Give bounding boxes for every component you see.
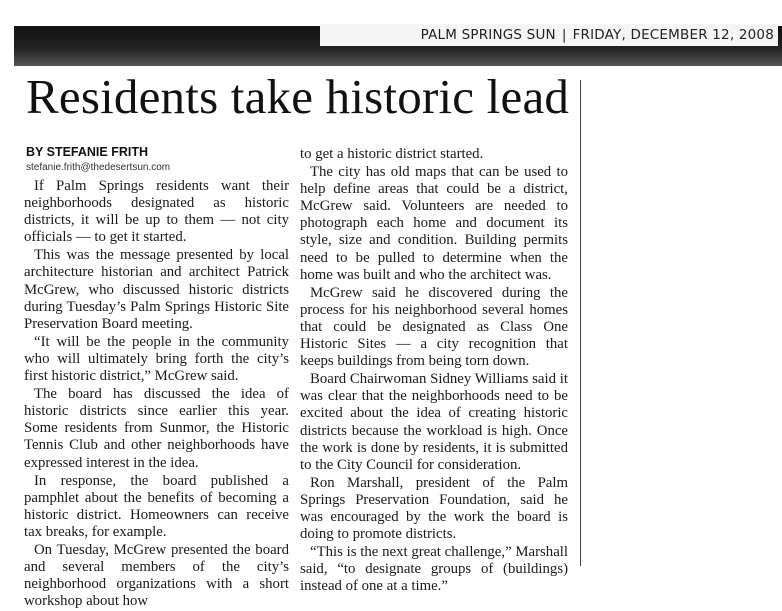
paragraph: On Tuesday, McGrew presented the board and several members of the city’s neighborhood organizations with a short workshop about how <box>24 541 289 610</box>
paragraph: The board has discussed the idea of historic districts since earlier this year. Some residents from Sunmor, the Historic Tennis Club and other neighborhoods have expressed interest in the idea. <box>24 386 289 471</box>
masthead <box>320 24 778 46</box>
byline-email: stefanie.frith@thedesertsun.com <box>26 162 171 173</box>
paper-name: PALM SPRINGS SUN <box>420 27 556 43</box>
masthead-separator: | <box>561 27 567 43</box>
article-column-1 <box>24 178 289 611</box>
paragraph: Ron Marshall, president of the Palm Springs Preservation Foundation, said he was encouraged by the work the board is doing to promote districts. <box>300 474 568 543</box>
article-column-2 <box>300 146 568 596</box>
paragraph: The city has old maps that can be used to help define areas that could be a district, McGrew said. Volunteers are needed to photograph each home and document its style, size and condition. Building permits need to be pulled to determine when the home was built and who the architect was. <box>300 164 568 283</box>
paragraph: If Palm Springs residents want their neighborhoods designated as historic districts, it will be up to them — not city officials — to get it started. <box>24 178 289 246</box>
paragraph: This was the message presented by local architecture historian and architect Patrick McGrew, who discussed historic districts during Tuesday’s Palm Springs Historic Site Preservation Board meeting. <box>24 247 289 332</box>
paragraph: to get a historic district started. <box>300 146 484 162</box>
paragraph: “This is the next great challenge,” Marshall said, “to designate groups of (buildings) instead of one at a time.” <box>300 544 568 595</box>
headline: Residents take historic lead <box>26 69 570 124</box>
paragraph: Board Chairwoman Sidney Williams said it was clear that the neighborhoods need to be excited about the idea of creating historic districts because the workload is high. Once the work is done by residents, it is submitted to the City Council for consideration. <box>300 371 568 473</box>
byline-author: BY STEFANIE FRITH <box>26 145 149 159</box>
issue-date: FRIDAY, DECEMBER 12, 2008 <box>572 27 774 43</box>
column-divider <box>580 80 581 566</box>
paragraph: McGrew said he discovered during the process for his neighborhood several homes that could be designated as Class One Historic Sites — a city recognition that keeps buildings from being torn down. <box>300 284 568 370</box>
paragraph: “It will be the people in the community who will ultimately bring forth the city’s first historic district,” McGrew said. <box>24 333 289 385</box>
paragraph: In response, the board published a pamphlet about the benefits of becoming a historic district. Homeowners can receive tax breaks, for example. <box>24 472 289 540</box>
